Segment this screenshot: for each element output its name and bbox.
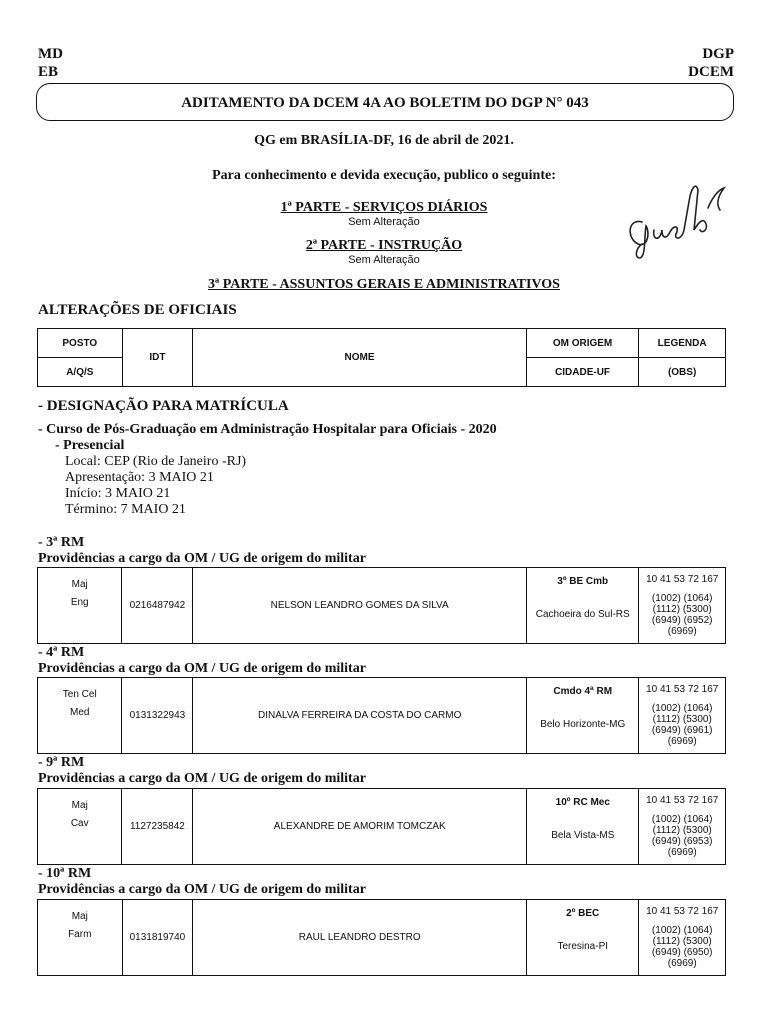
cidade-value: Belo Horizonte-MG: [540, 719, 626, 730]
cidade-value: Bela Vista-MS: [551, 830, 615, 841]
legenda-line-1: 10 41 53 72 167: [646, 684, 719, 695]
legenda-line-4: (6949) (6950): [651, 947, 713, 958]
cell-legenda: [639, 900, 726, 976]
rm-group-10: [38, 866, 366, 898]
cell-legenda: [639, 789, 726, 865]
title-box: [36, 83, 734, 121]
posto-value: Maj: [71, 800, 88, 811]
cell-om-cidade: [526, 568, 638, 644]
col-om-origem: OM ORIGEM: [526, 329, 638, 358]
om-value: 2º BEC: [566, 908, 600, 919]
legenda-line-5: (6969): [667, 847, 697, 858]
cell-legenda: [639, 568, 726, 644]
part-1-sub: Sem Alteração: [348, 216, 420, 228]
col-obs: (OBS): [639, 358, 726, 387]
legenda-line-1: 10 41 53 72 167: [646, 906, 719, 917]
table-row: [37, 788, 726, 865]
cell-om-cidade: [527, 900, 639, 976]
cell-om-cidade: [527, 789, 639, 865]
legenda-line-1: 10 41 53 72 167: [646, 795, 719, 806]
legenda-line-2: (1002) (1064): [651, 703, 713, 714]
cell-nome: NELSON LEANDRO GOMES DA SILVA: [193, 568, 527, 644]
legenda-line-5: (6969): [667, 736, 697, 747]
table-row: [37, 677, 726, 754]
header-left-md: MD: [38, 46, 63, 62]
col-idt: IDT: [122, 329, 193, 387]
part-1-title: 1ª PARTE - SERVIÇOS DIÁRIOS: [280, 200, 488, 215]
part-3-title: 3ª PARTE - ASSUNTOS GERAIS E ADMINISTRATIVOS: [208, 277, 560, 292]
legenda-line-2: (1002) (1064): [651, 925, 713, 936]
course-title: - Curso de Pós-Graduação em Administração Hospitalar para Oficiais - 2020: [38, 422, 497, 437]
col-cidade-uf: CIDADE-UF: [526, 358, 638, 387]
cell-nome: RAUL LEANDRO DESTRO: [193, 900, 527, 976]
part-3: [0, 277, 768, 293]
header-left-eb: EB: [38, 64, 59, 80]
officers-table-header: [37, 328, 726, 387]
page-title: ADITAMENTO DA DCEM 4A AO BOLETIM DO DGP N° 043: [181, 95, 589, 111]
rm-label: - 3ª RM: [38, 535, 85, 550]
legenda-line-4: (6949) (6961): [651, 725, 713, 736]
posto-value: Ten Cel: [62, 689, 97, 700]
col-nome: NOME: [193, 329, 527, 387]
designation-heading: - DESIGNAÇÃO PARA MATRÍCULA: [38, 398, 289, 414]
rm-label: - 4ª RM: [38, 645, 85, 660]
course-mode: - Presencial: [55, 438, 125, 453]
legenda-line-4: (6949) (6953): [651, 836, 713, 847]
rm-label: - 10ª RM: [38, 866, 92, 881]
col-aqs: A/Q/S: [38, 358, 123, 387]
legenda-line-3: (1112) (5300): [652, 604, 712, 615]
providencias-label: Providências a cargo da OM / UG de origem do militar: [38, 771, 366, 786]
cell-legenda: [639, 678, 726, 754]
om-value: Cmdo 4ª RM: [553, 686, 613, 697]
intro-text: Para conhecimento e devida execução, publico o seguinte:: [212, 168, 556, 183]
cell-posto-arma: [38, 789, 122, 865]
part-2-sub: Sem Alteração: [348, 254, 420, 266]
course-termino: Término: 7 MAIO 21: [65, 502, 186, 517]
cell-om-cidade: [527, 678, 639, 754]
cidade-value: Cachoeira do Sul-RS: [535, 609, 630, 620]
om-value: 10º RC Mec: [555, 797, 610, 808]
col-posto: POSTO: [38, 329, 123, 358]
legenda-line-2: (1002) (1064): [651, 814, 713, 825]
om-value: 3º BE Cmb: [557, 576, 609, 587]
header-right-dcem: DCEM: [688, 64, 734, 80]
cell-posto-arma: [38, 568, 122, 644]
course-inicio: Início: 3 MAIO 21: [65, 486, 171, 501]
legenda-line-5: (6969): [667, 626, 697, 637]
course-local: Local: CEP (Rio de Janeiro -RJ): [65, 454, 247, 469]
rm-group-4: [38, 645, 366, 677]
cell-idt: 0131322943: [122, 678, 193, 754]
table-row: [37, 567, 726, 644]
part-2-title: 2ª PARTE - INSTRUÇÃO: [305, 238, 463, 253]
arma-value: Cav: [70, 818, 89, 829]
place-date: QG em BRASÍLIA-DF, 16 de abril de 2021.: [254, 133, 514, 148]
cell-idt: 0131819740: [122, 900, 193, 976]
legenda-line-3: (1112) (5300): [652, 936, 712, 947]
rm-group-9: [38, 755, 366, 787]
table-row: [37, 899, 726, 976]
legenda-line-3: (1112) (5300): [652, 825, 712, 836]
course-apresentacao: Apresentação: 3 MAIO 21: [65, 470, 214, 485]
cell-idt: 0216487942: [122, 568, 193, 644]
posto-value: Maj: [71, 911, 88, 922]
header-right: [688, 45, 734, 81]
section-heading: ALTERAÇÕES DE OFICIAIS: [38, 302, 237, 318]
cell-posto-arma: [38, 900, 123, 976]
legenda-line-3: (1112) (5300): [652, 714, 712, 725]
signature-mark: [620, 160, 730, 260]
legenda-line-5: (6969): [667, 958, 697, 969]
legenda-line-1: 10 41 53 72 167: [646, 574, 719, 585]
arma-value: Med: [70, 707, 90, 718]
providencias-label: Providências a cargo da OM / UG de origem do militar: [38, 551, 366, 566]
header-left: [38, 45, 63, 81]
cell-nome: ALEXANDRE DE AMORIM TOMCZAK: [193, 789, 527, 865]
cell-nome: DINALVA FERREIRA DA COSTA DO CARMO: [193, 678, 527, 754]
cidade-value: Teresina-PI: [557, 941, 609, 952]
legenda-line-4: (6949) (6952): [651, 615, 713, 626]
rm-group-3: [38, 535, 366, 567]
arma-value: Eng: [70, 597, 89, 608]
cell-posto-arma: [38, 678, 122, 754]
posto-value: Maj: [71, 579, 88, 590]
header-right-dgp: DGP: [702, 46, 734, 62]
course-block: [38, 422, 497, 518]
cell-idt: 1127235842: [122, 789, 193, 865]
col-legenda: LEGENDA: [639, 329, 726, 358]
rm-label: - 9ª RM: [38, 755, 85, 770]
providencias-label: Providências a cargo da OM / UG de origem do militar: [38, 661, 366, 676]
arma-value: Farm: [68, 929, 92, 940]
providencias-label: Providências a cargo da OM / UG de origem do militar: [38, 882, 366, 897]
legenda-line-2: (1002) (1064): [651, 593, 713, 604]
